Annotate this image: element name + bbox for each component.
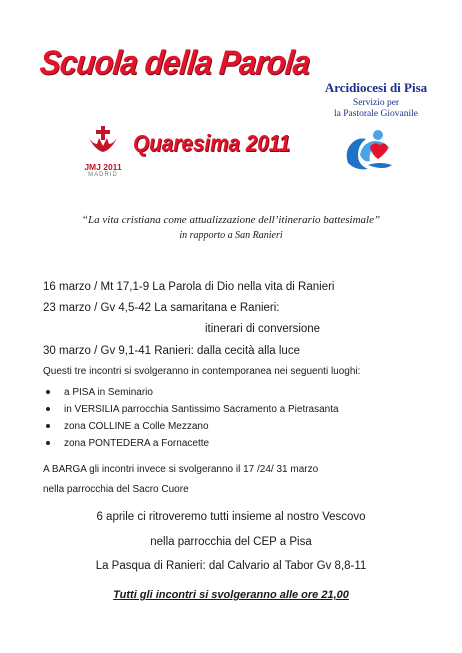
location-item xyxy=(46,421,209,432)
schedule-item: 30 marzo / Gv 9,1-41 Ranieri: dalla cecità alla luce xyxy=(43,345,300,357)
closing-note: Tutti gli incontri si svolgeranno alle ore 21,00 xyxy=(113,589,349,601)
jmj-city: MADRID xyxy=(88,172,118,178)
location-item xyxy=(46,438,209,449)
flyer-subtitle: Quaresima 2011 xyxy=(133,130,291,156)
finale-line1: 6 aprile ci ritroveremo tutti insieme al nostro Vescovo xyxy=(96,511,366,523)
diocese-name: Arcidiocesi di Pisa xyxy=(324,80,428,95)
schedule-item: 23 marzo / Gv 4,5-42 La samaritana e Ranieri: xyxy=(43,302,280,314)
flyer-title: Scuola della Parola xyxy=(38,44,312,82)
barga-line1: A BARGA gli incontri invece si svolgeranno il 17 /24/ 31 marzo xyxy=(43,464,319,475)
diocese-service-line2: la Pastorale Giovanile xyxy=(334,109,418,119)
location-item xyxy=(46,404,339,415)
locations-intro: Questi tre incontri si svolgeranno in contemporanea nei seguenti luoghi: xyxy=(43,366,361,377)
bullet-icon xyxy=(46,424,50,428)
location-text: in VERSILIA parrocchia Santissimo Sacramento a Pietrasanta xyxy=(64,404,339,415)
bullet-icon xyxy=(46,407,50,411)
finale-line2: nella parrocchia del CEP a Pisa xyxy=(150,536,312,548)
location-item xyxy=(46,387,153,398)
theme-line1: “La vita cristiana come attualizzazione dell’itinerario battesimale” xyxy=(81,214,381,226)
theme-block xyxy=(20,212,442,244)
schedule-item-continuation: itinerari di conversione xyxy=(205,323,321,335)
diocese-block xyxy=(316,80,436,120)
bullet-icon xyxy=(46,441,50,445)
barga-line2: nella parrocchia del Sacro Cuore xyxy=(43,484,189,495)
schedule-item: 16 marzo / Mt 17,1-9 La Parola di Dio nella vita di Ranieri xyxy=(43,281,335,293)
diocese-service-line1: Servizio per xyxy=(352,98,400,108)
finale-line3: La Pasqua di Ranieri: dal Calvario al Tabor Gv 8,8-11 xyxy=(95,560,367,572)
pastorale-giovanile-logo-icon xyxy=(340,125,402,175)
bullet-icon xyxy=(46,390,50,394)
jmj-label: JMJ 2011 xyxy=(84,162,122,172)
crown-cross-icon xyxy=(83,126,123,156)
location-text: a PISA in Seminario xyxy=(64,387,153,398)
diocese-service xyxy=(316,98,436,120)
theme-line2: in rapporto a San Ranieri xyxy=(179,230,283,241)
jmj-logo xyxy=(68,126,138,178)
location-text: zona PONTEDERA a Fornacette xyxy=(64,438,210,449)
location-text: zona COLLINE a Colle Mezzano xyxy=(64,421,209,432)
